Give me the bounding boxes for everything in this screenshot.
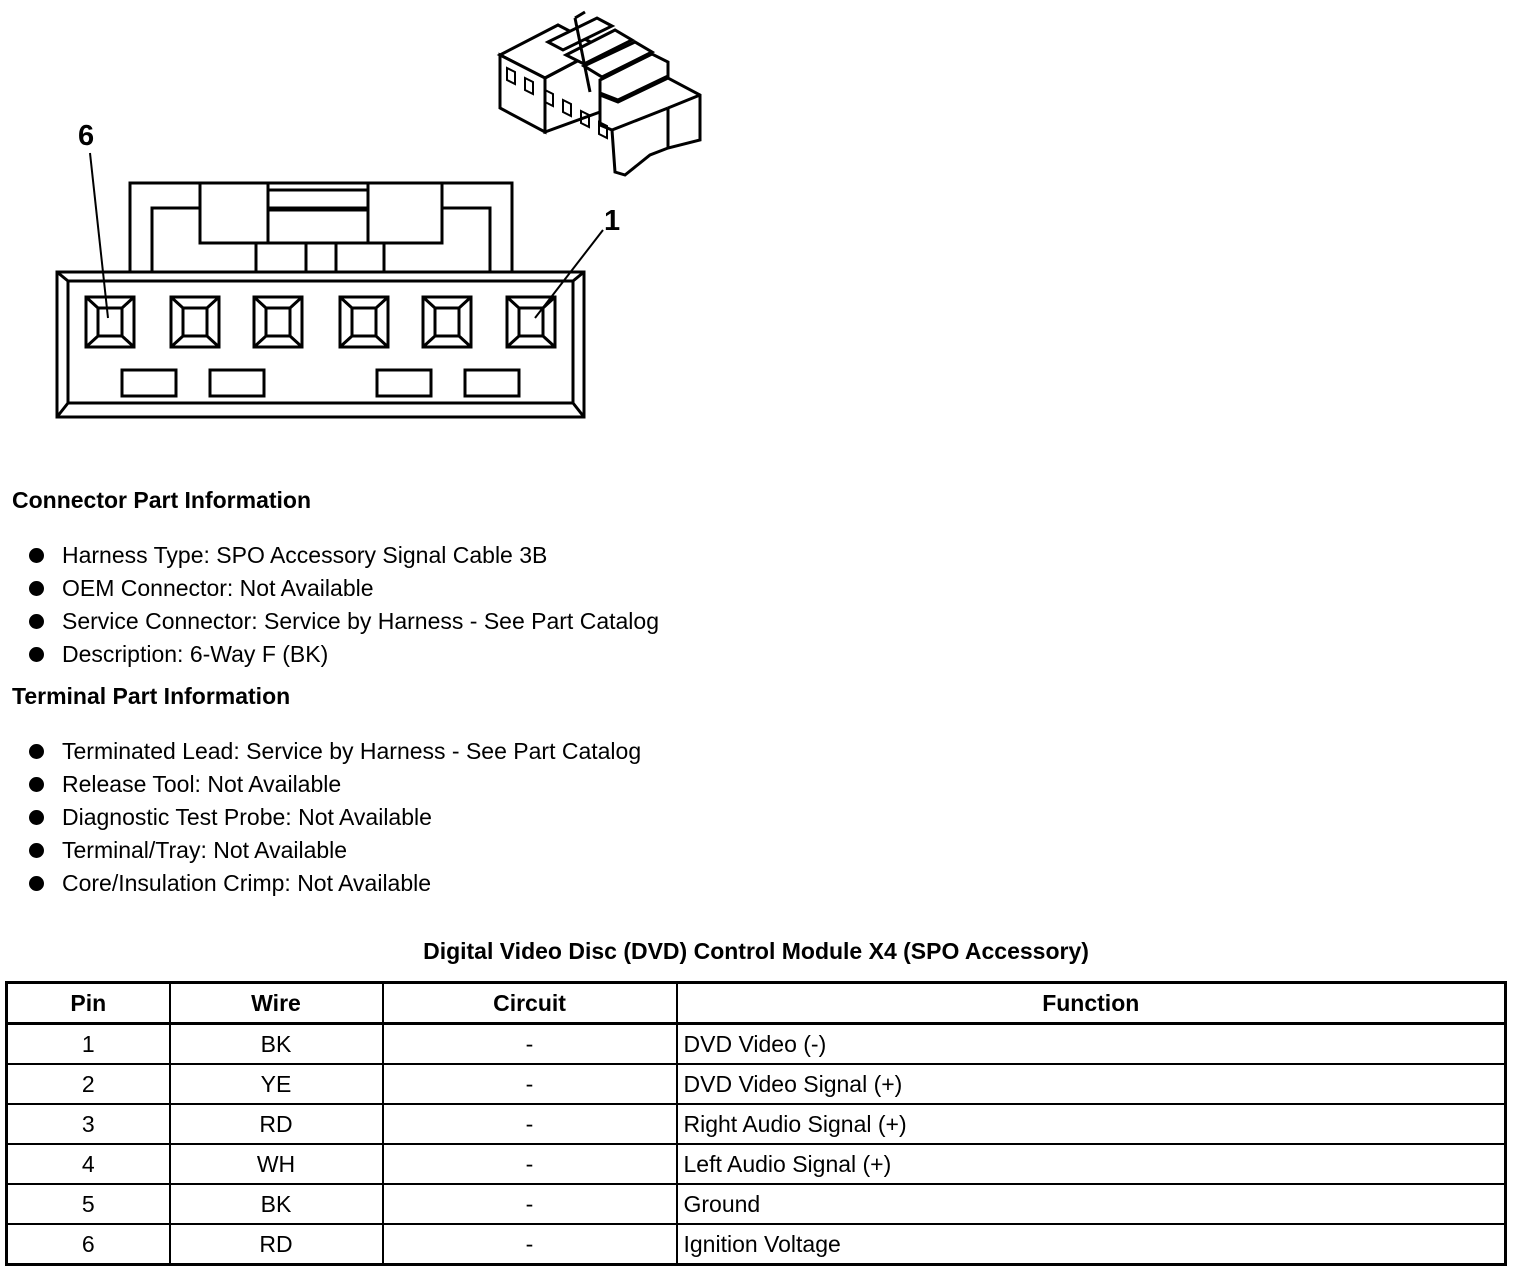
wire-column-header: Wire: [170, 983, 383, 1024]
connector-info-title: Connector Part Information: [12, 487, 312, 513]
circuit-cell: -: [383, 1224, 677, 1265]
function-cell: Ignition Voltage: [677, 1224, 1506, 1265]
list-item: Diagnostic Test Probe: Not Available: [0, 802, 641, 835]
list-item: Release Tool: Not Available: [0, 769, 641, 802]
bullet-icon: [29, 581, 44, 596]
list-item: Description: 6-Way F (BK): [0, 639, 659, 672]
terminal-cavity-1: [507, 297, 555, 347]
terminal-info-list: [0, 736, 641, 901]
connector-3d-view: [500, 12, 700, 175]
pin-cell: 6: [7, 1224, 170, 1265]
list-item: OEM Connector: Not Available: [0, 573, 659, 606]
connector-info-list: [0, 540, 659, 672]
pin-1-leader-line: [535, 230, 603, 318]
pin-cell: 2: [7, 1064, 170, 1104]
circuit-cell: -: [383, 1104, 677, 1144]
wire-cell: RD: [170, 1224, 383, 1265]
bullet-icon: [29, 548, 44, 563]
table-row: [7, 1064, 1506, 1104]
pin-1-label: 1: [604, 205, 621, 237]
list-item: Core/Insulation Crimp: Not Available: [0, 868, 641, 901]
bullet-icon: [29, 876, 44, 891]
wire-cell: BK: [170, 1184, 383, 1224]
terminal-cavity-6: [86, 297, 134, 347]
circuit-cell: -: [383, 1144, 677, 1184]
bullet-icon: [29, 843, 44, 858]
connector-face: [57, 183, 584, 417]
function-cell: DVD Video Signal (+): [677, 1064, 1506, 1104]
wire-cell: BK: [170, 1024, 383, 1065]
pin-table-title: Digital Video Disc (DVD) Control Module X4 (SPO Accessory): [423, 938, 1089, 964]
circuit-cell: -: [383, 1024, 677, 1065]
pin-table: [5, 981, 1507, 1266]
wire-cell: YE: [170, 1064, 383, 1104]
circuit-cell: -: [383, 1064, 677, 1104]
pin-cell: 3: [7, 1104, 170, 1144]
bullet-icon: [29, 614, 44, 629]
table-header-row: [7, 983, 1506, 1024]
table-row: [7, 1184, 1506, 1224]
bullet-icon: [29, 777, 44, 792]
function-cell: Right Audio Signal (+): [677, 1104, 1506, 1144]
pin-cell: 1: [7, 1024, 170, 1065]
table-row: [7, 1024, 1506, 1065]
pin-6-label: 6: [78, 120, 95, 152]
pin-column-header: Pin: [7, 983, 170, 1024]
terminal-info-title: Terminal Part Information: [12, 683, 291, 709]
pin-cell: 4: [7, 1144, 170, 1184]
function-cell: Left Audio Signal (+): [677, 1144, 1506, 1184]
list-item: Terminal/Tray: Not Available: [0, 835, 641, 868]
pin-cell: 5: [7, 1184, 170, 1224]
table-row: [7, 1224, 1506, 1265]
list-item: Service Connector: Service by Harness - See Part Catalog: [0, 606, 659, 639]
list-item: Harness Type: SPO Accessory Signal Cable 3B: [0, 540, 659, 573]
bullet-icon: [29, 647, 44, 662]
terminal-cavity-5: [171, 297, 219, 347]
function-cell: DVD Video (-): [677, 1024, 1506, 1065]
circuit-column-header: Circuit: [383, 983, 677, 1024]
function-column-header: Function: [677, 983, 1506, 1024]
bullet-icon: [29, 744, 44, 759]
table-row: [7, 1144, 1506, 1184]
terminal-cavity-3: [340, 297, 388, 347]
pin-6-leader-line: [90, 153, 108, 318]
connector-diagram: [0, 0, 760, 440]
wire-cell: RD: [170, 1104, 383, 1144]
function-cell: Ground: [677, 1184, 1506, 1224]
table-row: [7, 1104, 1506, 1144]
terminal-cavity-2: [423, 297, 471, 347]
wire-cell: WH: [170, 1144, 383, 1184]
bullet-icon: [29, 810, 44, 825]
circuit-cell: -: [383, 1184, 677, 1224]
terminal-cavity-4: [254, 297, 302, 347]
list-item: Terminated Lead: Service by Harness - See Part Catalog: [0, 736, 641, 769]
